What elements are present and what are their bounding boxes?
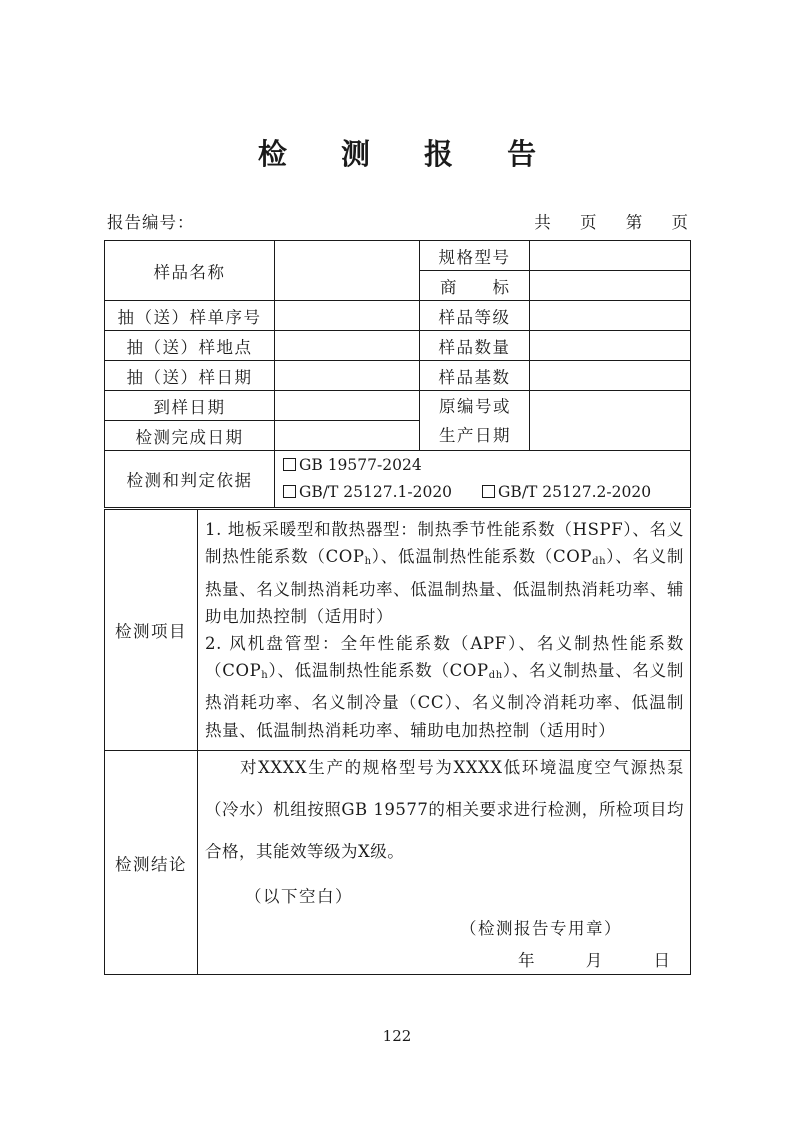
sample-grade-value: [530, 301, 691, 331]
basis-options: [275, 451, 691, 508]
items-2-part-b: ）、低温制热性能系数（COP: [268, 661, 489, 681]
trademark-label-a: 商: [440, 277, 457, 297]
items-label: 检测项目: [105, 510, 198, 751]
orig-no-label: [420, 391, 530, 451]
items-2-sub-h: h: [261, 670, 269, 682]
items-1-part-c: ）、名义制热量、名义制热消耗功率、低温制热量、低温制热消耗功率、辅助电加热控制（适用时）: [205, 547, 684, 626]
conclusion-label: 检测结论: [105, 751, 198, 975]
conclusion-text: 对XXXX生产的规格型号为XXXX低环境温度空气源热泵（冷水）机组按照GB 19577的相关要求进行检测，所检项目均合格，其能效等级为X级。: [205, 758, 684, 861]
page-number: 122: [382, 1027, 412, 1045]
page-count-nth: 第: [625, 213, 644, 232]
finish-date-value: [275, 421, 420, 451]
sample-name-value: [275, 241, 420, 301]
items-1-sub-h: h: [364, 556, 372, 568]
basis-2-checkbox[interactable]: [283, 485, 296, 498]
basis-3-checkbox[interactable]: [482, 485, 495, 498]
page-count-total: 共: [534, 213, 552, 232]
basis-2-text: GB/T 25127.1-2020: [299, 483, 453, 501]
trademark-label-b: 标: [492, 277, 509, 297]
conclusion-content: [198, 751, 691, 975]
sample-base-value: [530, 361, 691, 391]
report-number-label: 报告编号：: [107, 213, 195, 232]
arrival-date-value: [275, 391, 420, 421]
items-content: [198, 510, 691, 751]
items-1-part-b: ）、低温制热性能系数（COP: [371, 547, 593, 567]
basis-row-2: [283, 479, 690, 506]
conclusion-seal: （检测报告专用章）: [460, 919, 622, 938]
basis-row-1: [283, 452, 690, 479]
items-1-part-a: 1. 地板采暖型和散热器型：制热季节性能系数（HSPF）、名义制热性能系数（COP: [205, 520, 684, 567]
sample-qty-value: [530, 331, 691, 361]
sampling-no-label: 抽（送）样单序号: [105, 301, 275, 331]
sampling-no-value: [275, 301, 420, 331]
report-result-table: [104, 509, 691, 975]
arrival-date-label: 到样日期: [105, 391, 275, 421]
sampling-date-label: 抽（送）样日期: [105, 361, 275, 391]
page-title: 检 测 报 告: [257, 137, 559, 171]
sampling-place-label: 抽（送）样地点: [105, 331, 275, 361]
sample-grade-label: 样品等级: [420, 301, 530, 331]
sample-base-label: 样品基数: [420, 361, 530, 391]
orig-no-value: [530, 391, 691, 451]
items-paragraph-2: [205, 630, 684, 744]
page-count-page2: 页: [671, 213, 689, 232]
trademark-label: [420, 271, 530, 301]
sample-qty-label: 样品数量: [420, 331, 530, 361]
page-count: [534, 209, 689, 233]
orig-no-label-line1: 原编号或: [439, 396, 511, 416]
date-year: 年: [518, 951, 535, 970]
items-1-sub-dh: dh: [592, 556, 607, 568]
basis-1-checkbox[interactable]: [283, 458, 296, 471]
sampling-date-value: [275, 361, 420, 391]
orig-no-label-line2: 生产日期: [439, 425, 511, 445]
items-2-sub-dh: dh: [488, 670, 503, 682]
model-label: 规格型号: [420, 241, 530, 271]
page-count-page: 页: [580, 213, 598, 232]
model-value: [530, 241, 691, 271]
items-paragraph-1: [205, 516, 684, 630]
date-month: 月: [585, 951, 603, 970]
report-info-table: [104, 240, 691, 508]
date-day: 日: [653, 951, 670, 970]
conclusion-date: [518, 947, 670, 971]
items-2-part-a: 2. 风机盘管型：全年性能系数（APF）、名义制热性能系数（COP: [205, 634, 684, 681]
basis-1-text: GB 19577-2024: [299, 456, 422, 474]
sampling-place-value: [275, 331, 420, 361]
sample-name-label: 样品名称: [105, 241, 275, 301]
conclusion-blank-note: （以下空白）: [245, 887, 353, 906]
basis-3-text: GB/T 25127.2-2020: [498, 483, 652, 501]
finish-date-label: 检测完成日期: [105, 421, 275, 451]
trademark-value: [530, 271, 691, 301]
basis-label: 检测和判定依据: [105, 451, 275, 508]
items-2-part-c: ）、名义制热量、名义制热消耗功率、名义制冷量（CC）、名义制冷消耗功率、低温制热量、低温制热消耗功率、辅助电加热控制（适用时）: [205, 661, 684, 740]
